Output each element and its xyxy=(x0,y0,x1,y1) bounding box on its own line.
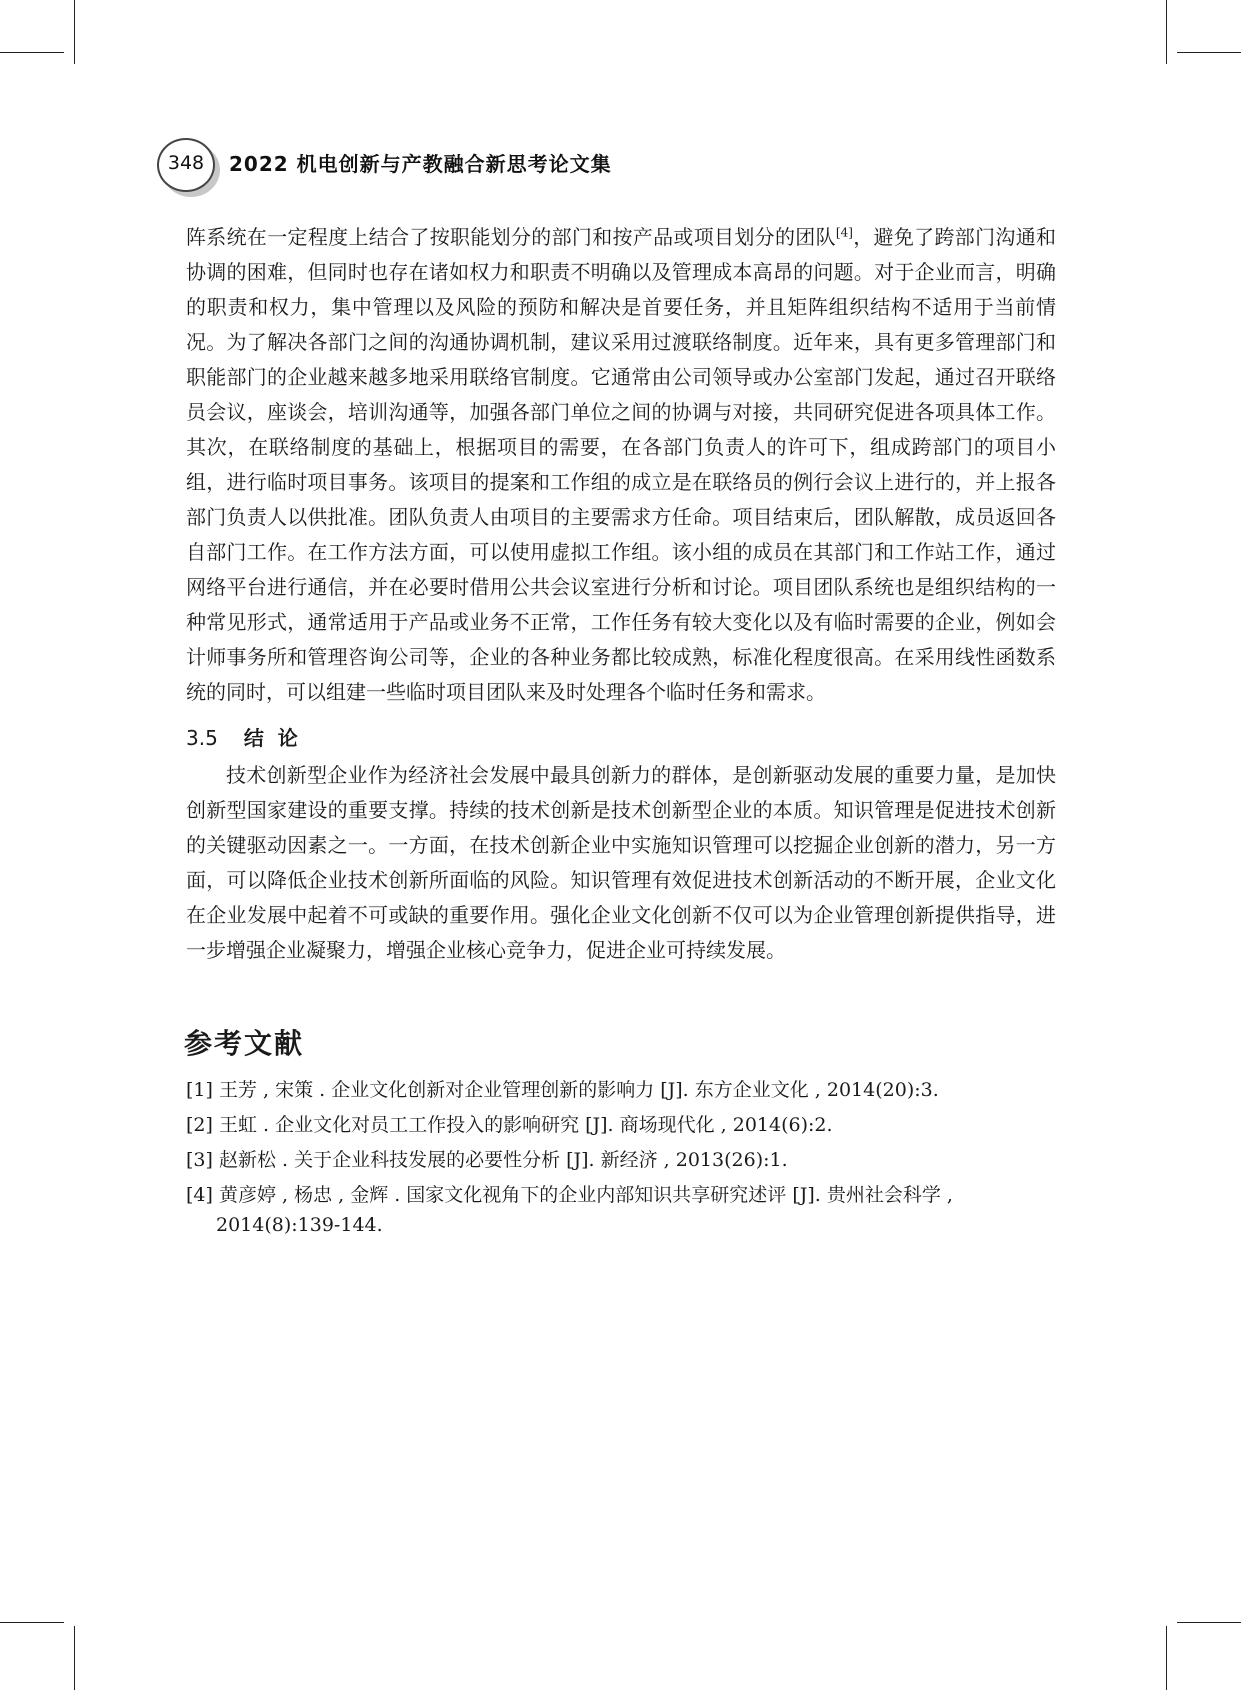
paragraph-text: ，避免了跨部门沟通和协调的困难，但同时也存在诸如权力和职责不明确以及管理成本高昂的问题。对于企业而言，明确的职责和权力，集中管理以及风险的预防和解决是首要任务，并且矩阵组织结构不适用于当前情况。为了解决各部门之间的沟通协调机制，建议采用过渡联络制度。近年来，具有更多管理部门和职能部门的企业越来越多地采用联络官制度。它通常由公司领导或办公室部门发起，通过召开联络员会议，座谈会，培训沟通等，加强各部门单位之间的协调与对接，共同研究促进各项具体工作。其次，在联络制度的基础上，根据项目的需要，在各部门负责人的许可下，组成跨部门的项目小组，进行临时项目事务。该项目的提案和工作组的成立是在联络员的例行会议上进行的，并上报各部门负责人以供批准。团队负责人由项目的主要需求方任命。项目结束后，团队解散，成员返回各自部门工作。在工作方法方面，可以使用虚拟工作组。该小组的成员在其部门和工作站工作，通过网络平台进行通信，并在必要时借用公共会议室进行分析和讨论。项目团队系统也是组织结构的一种常见形式，通常适用于产品或业务不正常，工作任务有较大变化以及有临时需要的企业，例如会计师事务所和管理咨询公司等，企业的各种业务都比较成熟，标准化程度很高。在采用线性函数系统的同时，可以组建一些临时项目团队来及时处理各个临时任务和需求。 xyxy=(186,225,1057,704)
reference-item: [4] 黄彦婷 , 杨忠 , 金辉 . 国家文化视角下的企业内部知识共享研究述评 [J]. 贵州社会科学 , 2014(8):139-144. xyxy=(186,1184,953,1236)
crop-mark xyxy=(1177,52,1241,53)
crop-mark xyxy=(1166,1626,1167,1690)
reference-item: [1] 王芳 , 宋策 . 企业文化创新对企业管理创新的影响力 [J]. 东方企业文化 , 2014(20):3. xyxy=(186,1079,939,1101)
crop-mark xyxy=(1177,1622,1241,1623)
reference-item: [2] 王虹 . 企业文化对员工工作投入的影响研究 [J]. 商场现代化 , 2014(6):2. xyxy=(186,1114,833,1136)
body-paragraph xyxy=(186,220,1056,710)
crop-mark xyxy=(0,1622,64,1623)
citation-marker: [4] xyxy=(835,225,853,240)
references-heading: 参考文献 xyxy=(184,1027,305,1060)
page-number: 348 xyxy=(157,138,215,192)
conclusion-paragraph: 技术创新型企业作为经济社会发展中最具创新力的群体，是创新驱动发展的重要力量，是加快创新型国家建设的重要支撑。持续的技术创新是技术创新型企业的本质。知识管理是促进技术创新的关键驱动因素之一。一方面，在技术创新企业中实施知识管理可以挖掘企业创新的潜力，另一方面，可以降低企业技术创新所面临的风险。知识管理有效促进技术创新活动的不断开展，企业文化在企业发展中起着不可或缺的重要作用。强化企业文化创新不仅可以为企业管理创新提供指导，进一步增强企业凝聚力，增强企业核心竞争力，促进企业可持续发展。 xyxy=(186,763,1056,962)
section-number: 3.5 xyxy=(186,726,218,750)
section-heading xyxy=(186,722,312,751)
paragraph-text: 阵系统在一定程度上结合了按职能划分的部门和按产品或项目划分的团队 xyxy=(186,225,836,249)
crop-mark xyxy=(74,1626,75,1690)
running-header xyxy=(157,138,1057,188)
section-title: 结论 xyxy=(243,726,312,750)
reference-item: [3] 赵新松 . 关于企业科技发展的必要性分析 [J]. 新经济 , 2013(26):1. xyxy=(186,1149,788,1171)
crop-mark xyxy=(74,0,75,64)
journal-title: 2022 机电创新与产教融合新思考论文集 xyxy=(229,152,612,176)
crop-mark xyxy=(1166,0,1167,64)
crop-mark xyxy=(0,52,64,53)
reference-list xyxy=(186,1075,1066,1245)
